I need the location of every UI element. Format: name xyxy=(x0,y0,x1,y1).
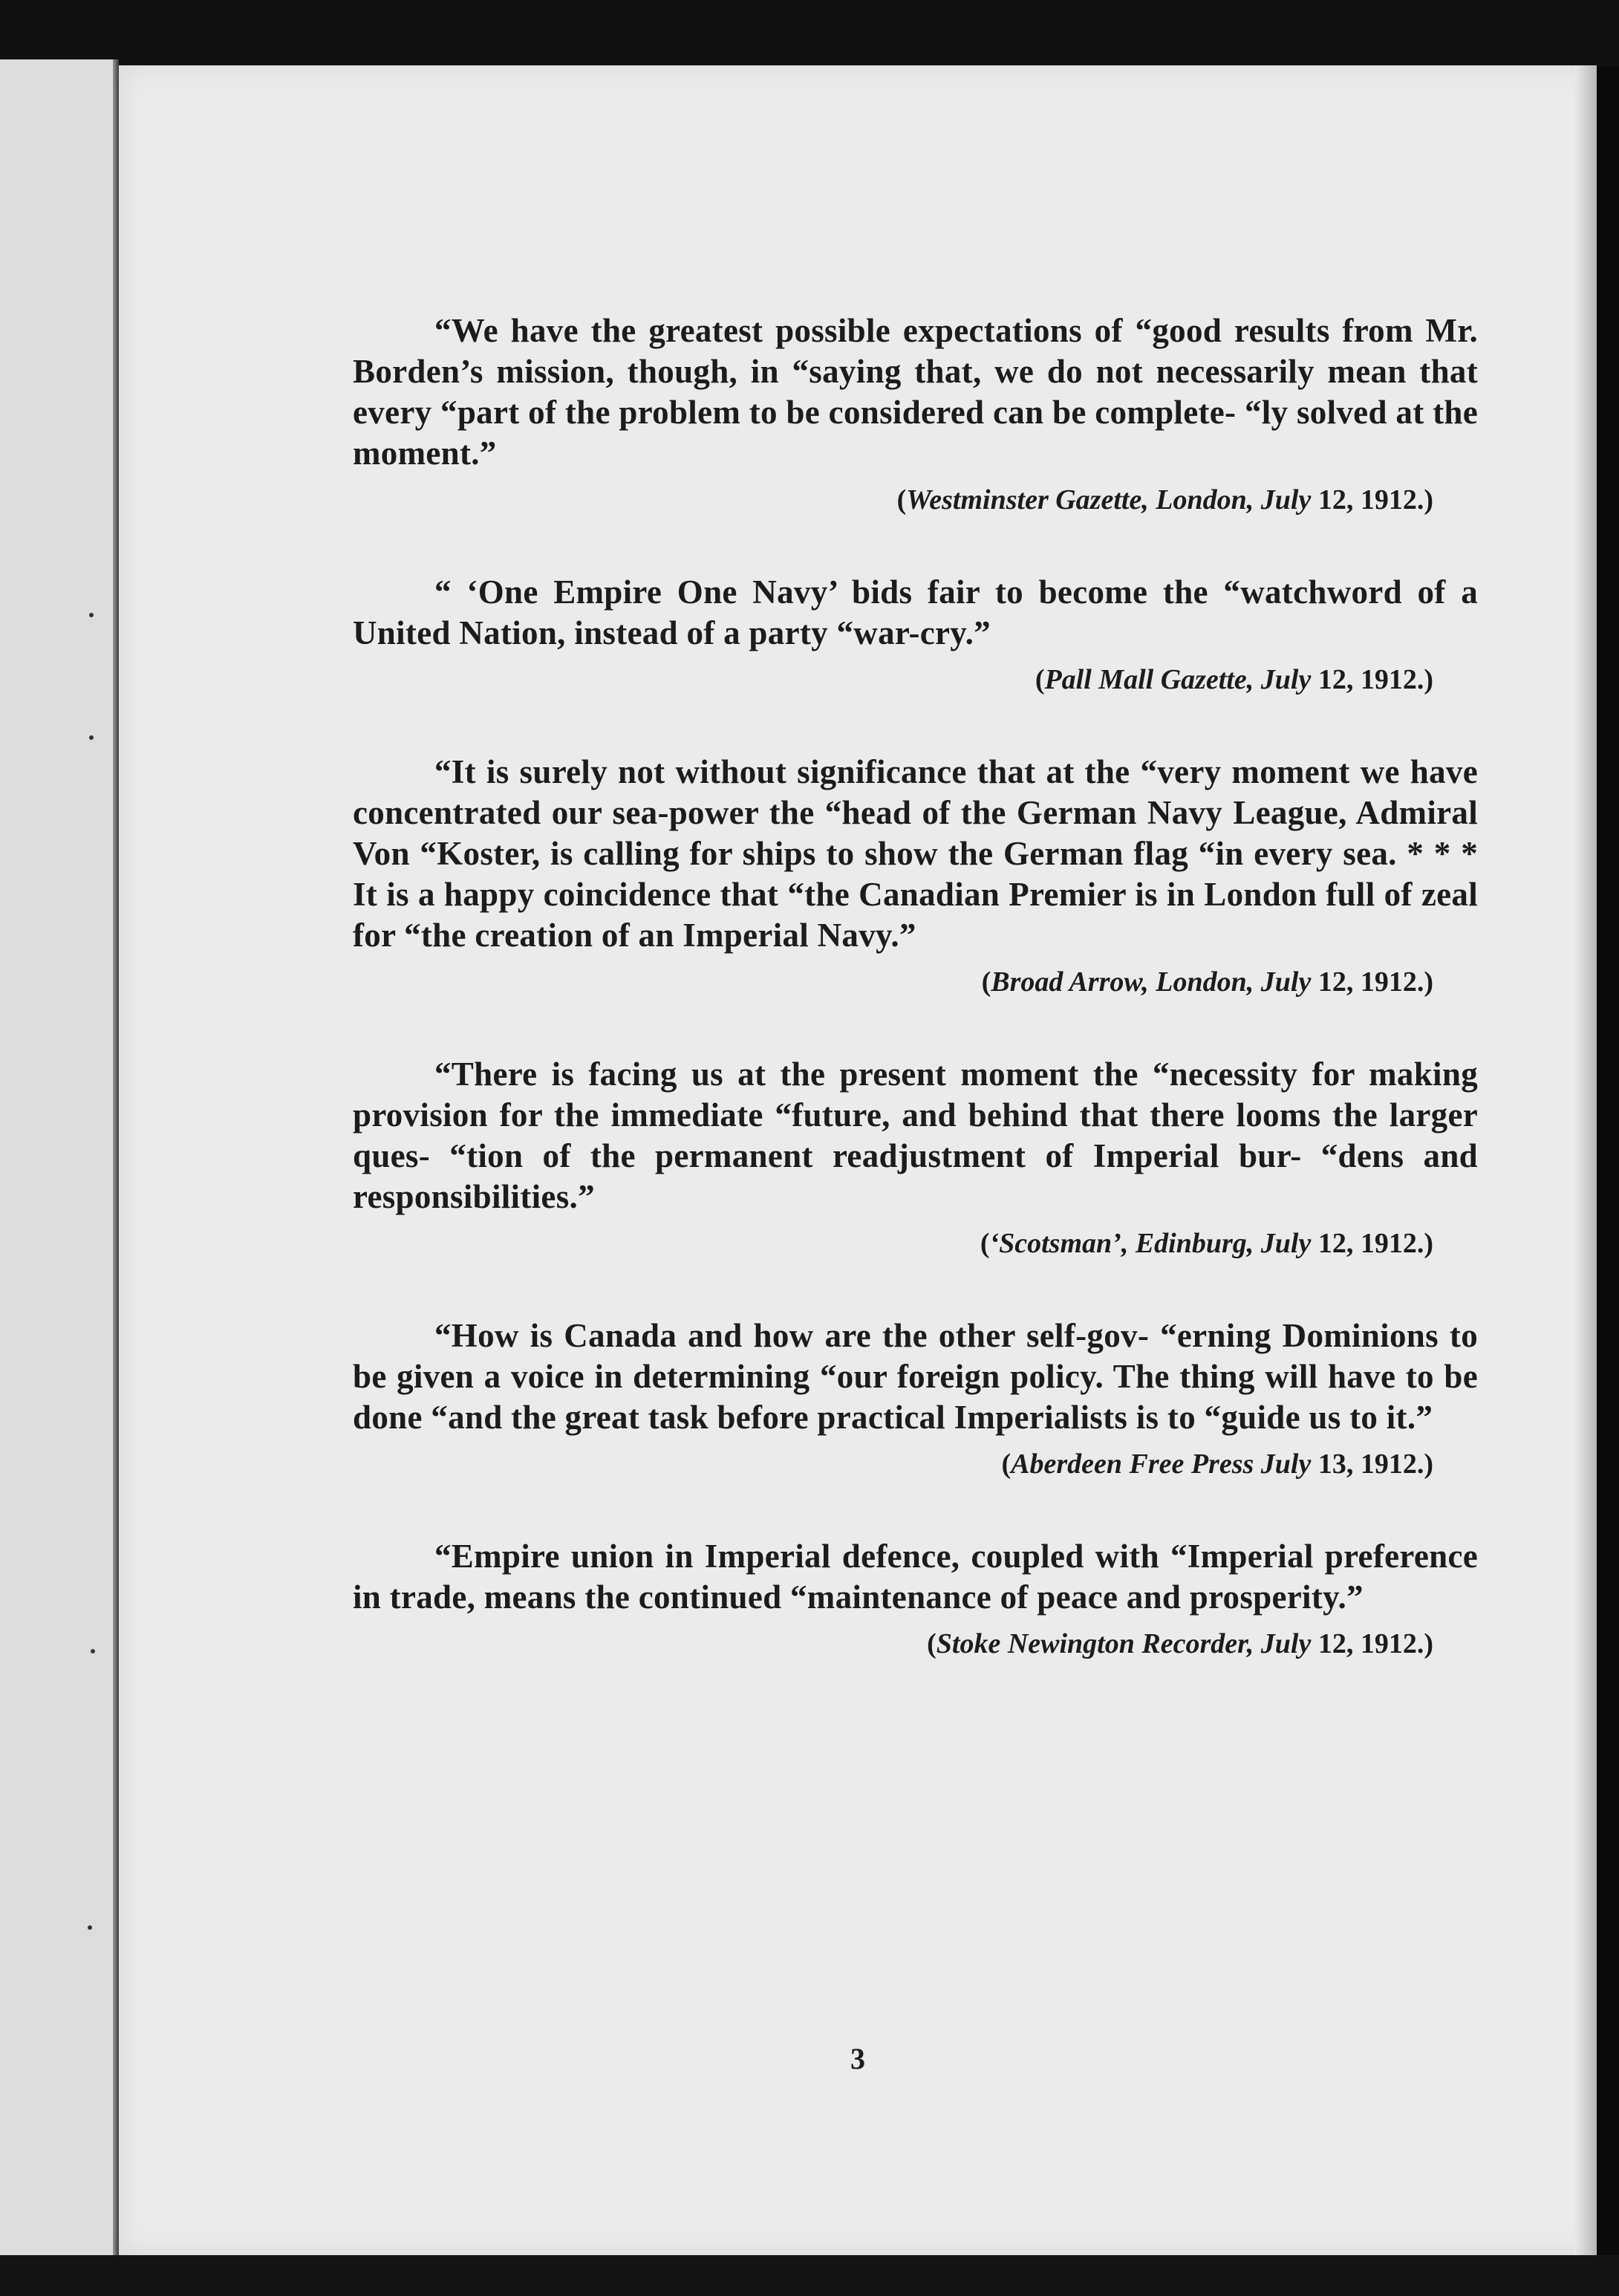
margin-speck xyxy=(88,1925,92,1930)
citation-date: 12, 1912. xyxy=(1317,966,1424,998)
quote-citation: (Broad Arrow, London, July 12, 1912.) xyxy=(981,966,1433,998)
quote-block-pall-mall xyxy=(353,572,1478,698)
citation-source: Pall Mall Gazette, July xyxy=(1044,664,1312,695)
quote-citation: (Pall Mall Gazette, July 12, 1912.) xyxy=(1035,664,1433,695)
margin-speck xyxy=(91,1649,95,1653)
quote-citation: (Aberdeen Free Press July 13, 1912.) xyxy=(1001,1448,1433,1480)
quote-text: “ ‘One Empire One Navy’ bids fair to become the “watchword of a United Nation, instead of a party “war-cry.” xyxy=(353,573,1478,651)
quote-text: “How is Canada and how are the other self-gov- “erning Dominions to be given a voice in determining “our foreign policy. The thing will have to be done “and the great task before practical Imperialists is to “guide us to it.” xyxy=(353,1317,1478,1436)
quote-block-scotsman xyxy=(353,1054,1478,1262)
citation-source: ‘Scotsman’, Edinburg, July xyxy=(989,1228,1312,1259)
scan-top-border xyxy=(0,0,1619,67)
quote-block-westminster xyxy=(353,310,1478,518)
quote-citation: (‘Scotsman’, Edinburg, July 12, 1912.) xyxy=(980,1228,1433,1259)
document-page xyxy=(119,65,1597,2255)
citation-date: 12, 1912. xyxy=(1317,484,1424,516)
quote-citation: (Stoke Newington Recorder, July 12, 1912.) xyxy=(927,1628,1433,1659)
margin-speck xyxy=(89,735,94,740)
quote-text: “Empire union in Imperial defence, coupled with “Imperial preference in trade, means the continued “maintenance of peace and prosperity.” xyxy=(353,1538,1478,1616)
margin-speck xyxy=(89,613,94,617)
quote-citation: (Westminster Gazette, London, July 12, 1912.) xyxy=(896,484,1433,516)
quote-block-aberdeen xyxy=(353,1316,1478,1483)
page-right-edge xyxy=(1574,65,1597,2255)
quote-text: “There is facing us at the present moment the “necessity for making provision for the immediate “future, and behind that there looms the larger ques- “tion of the permanent readjustment of Imperial bur- “dens and responsibilities.” xyxy=(353,1056,1478,1215)
adjacent-page-edge xyxy=(0,59,119,2266)
citation-source: Westminster Gazette, London, July xyxy=(906,484,1312,516)
quote-block-stoke-newington xyxy=(353,1536,1478,1662)
quote-text: “It is surely not without significance that at the “very moment we have concentrated our sea-power the “head of the German Navy League, Admiral Von “Koster, is calling for ships to show the German flag “in every sea. * * * It is a happy coincidence that “the Canadian Premier is in London full of zeal for “the creation of an Imperial Navy.” xyxy=(353,753,1478,954)
quotations-column xyxy=(353,310,1478,1716)
citation-source: Broad Arrow, London, July xyxy=(991,966,1312,998)
citation-source: Stoke Newington Recorder, July xyxy=(936,1628,1312,1659)
citation-date: 12, 1912. xyxy=(1317,1228,1424,1259)
citation-date: 12, 1912. xyxy=(1317,1628,1424,1659)
citation-source: Aberdeen Free Press July xyxy=(1011,1448,1312,1480)
page-fold-shadow xyxy=(113,59,119,2266)
citation-date: 12, 1912. xyxy=(1317,664,1424,695)
quote-text: “We have the greatest possible expectations of “good results from Mr. Borden’s mission, though, in “saying that, we do not necessarily mean that every “part of the problem to be considered can be complete- “ly solved at the moment.” xyxy=(353,312,1478,472)
page-number: 3 xyxy=(850,2042,865,2075)
scan-bottom-border xyxy=(0,2255,1619,2296)
citation-date: 13, 1912. xyxy=(1317,1448,1424,1480)
quote-block-broad-arrow xyxy=(353,752,1478,1001)
